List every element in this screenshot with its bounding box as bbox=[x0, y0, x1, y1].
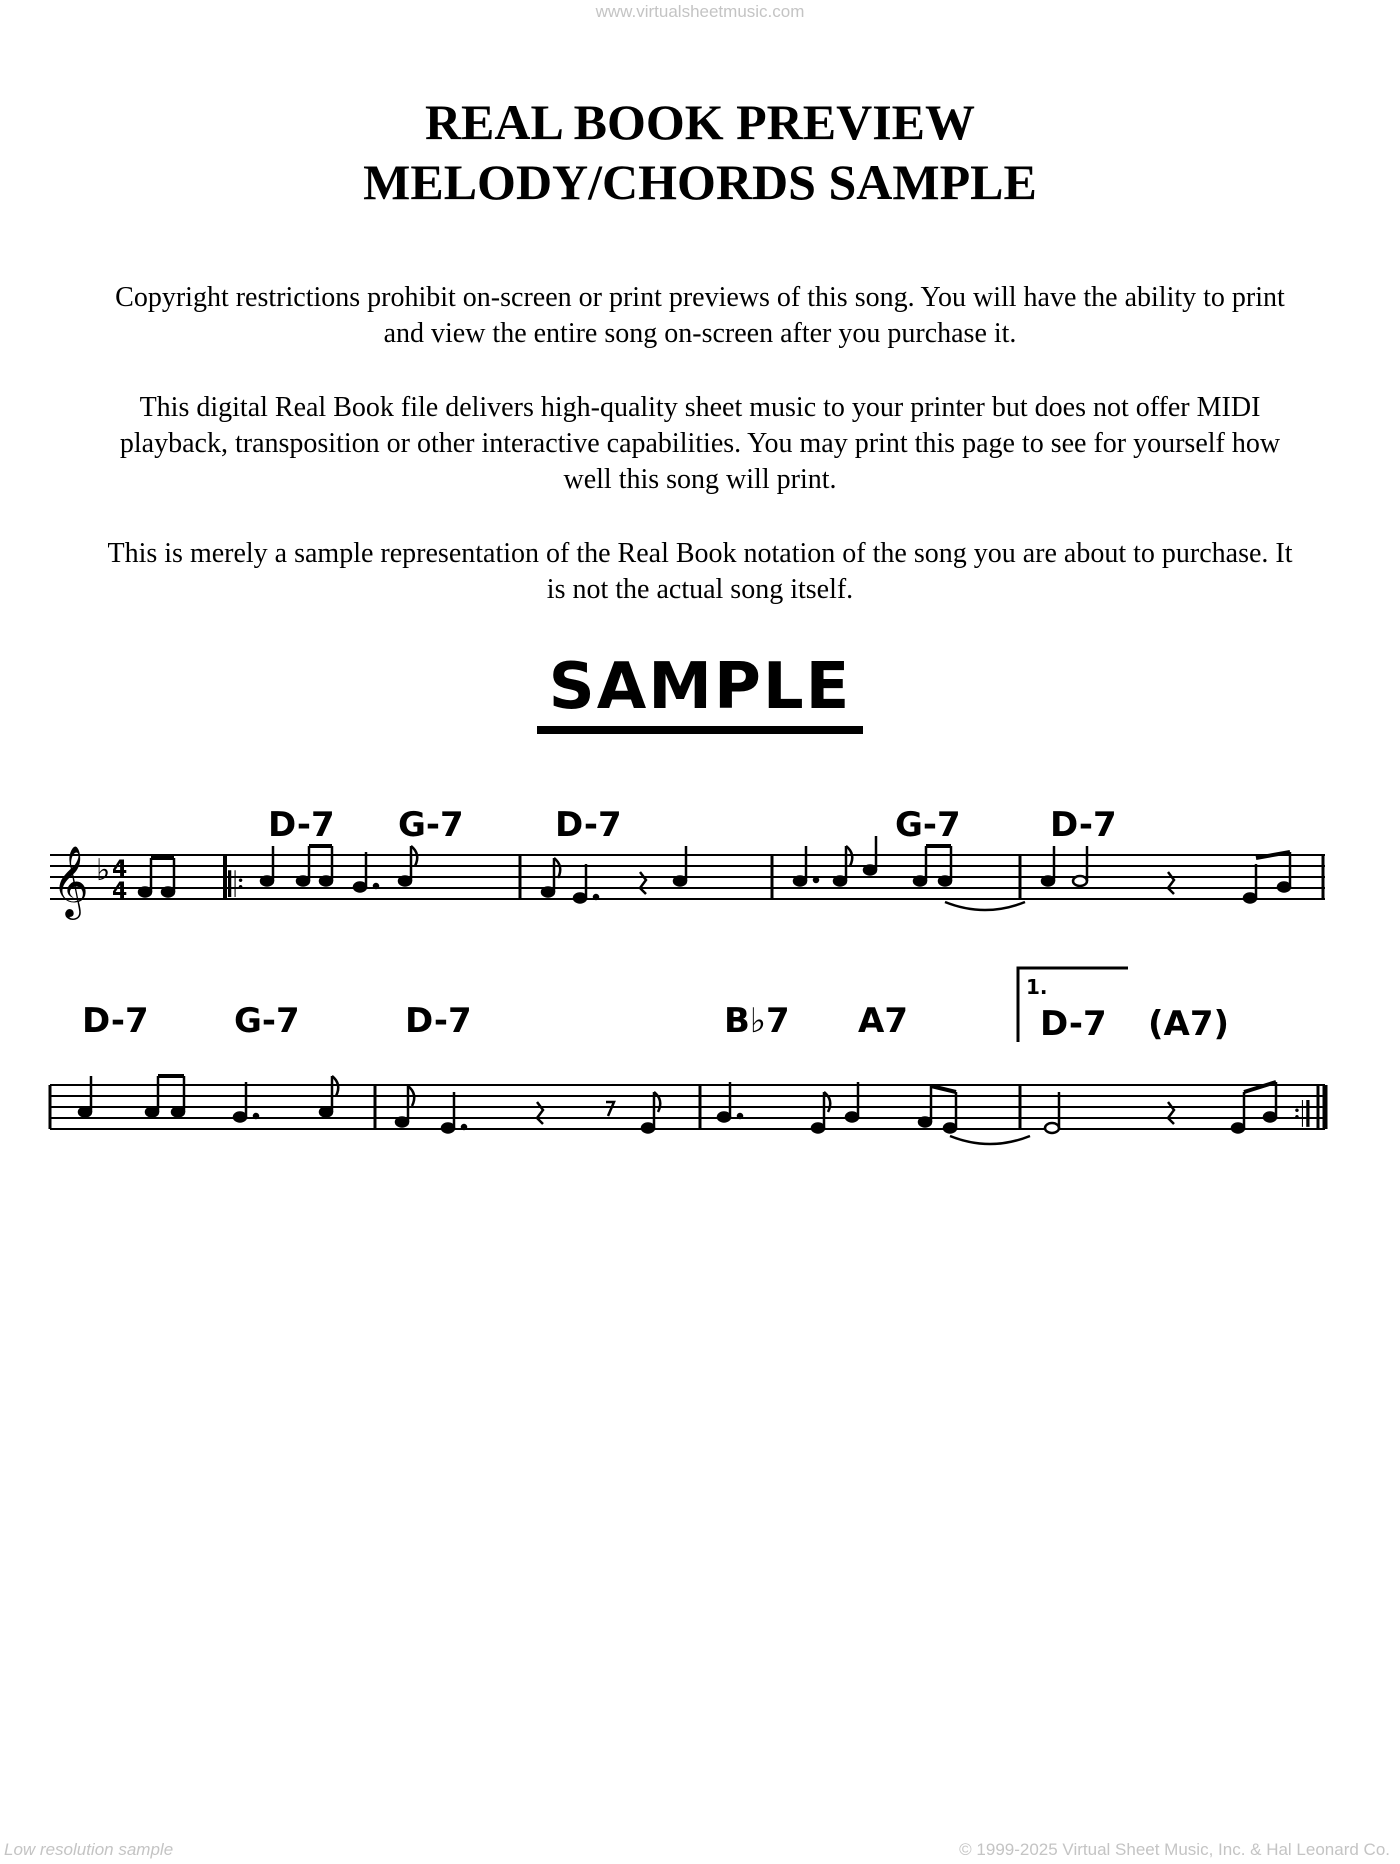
chord-symbol: G-7 bbox=[234, 1001, 300, 1041]
title-line-2: MELODY/CHORDS SAMPLE bbox=[363, 154, 1037, 210]
low-resolution-notice: Low resolution sample bbox=[4, 1840, 174, 1859]
chord-symbol: (A7) bbox=[1148, 1004, 1230, 1044]
sample-heading bbox=[0, 650, 1400, 724]
capabilities-paragraph: This digital Real Book file delivers high-quality sheet music to your printer but does not offer MIDI playback, transposition or other interactive capabilities. You may print this page to see for yourself how well this song will print. bbox=[119, 392, 1281, 495]
chord-symbol: A7 bbox=[858, 1001, 908, 1041]
sample-notice-paragraph: This is merely a sample representation of the Real Book notation of the song you are about to purchase. It is not the actual song itself. bbox=[107, 538, 1293, 605]
repeat-start-icon: 𝄆 bbox=[228, 865, 245, 905]
chord-symbol: B♭7 bbox=[724, 1001, 790, 1041]
chord-symbol: G-7 bbox=[895, 805, 961, 845]
notes-row-2 bbox=[79, 1076, 1276, 1144]
title-line-1: REAL BOOK PREVIEW bbox=[424, 94, 976, 150]
chord-symbol: D-7 bbox=[82, 1001, 149, 1041]
treble-clef-icon: 𝄞 bbox=[52, 844, 89, 917]
chord-symbol: D-7 bbox=[1050, 805, 1117, 845]
chord-symbol: G-7 bbox=[398, 805, 464, 845]
time-signature-icon: 4 bbox=[112, 879, 128, 904]
page-title bbox=[0, 92, 1400, 212]
ending-number: 1. bbox=[1026, 975, 1048, 999]
chord-symbol: D-7 bbox=[268, 805, 335, 845]
time-signature-icon: 4 bbox=[112, 857, 128, 882]
chord-symbol: D-7 bbox=[405, 1001, 472, 1041]
copyright-paragraph: Copyright restrictions prohibit on-screen or print previews of this song. You will have the ability to print and view the entire song on-screen after you purchase it. bbox=[115, 282, 1285, 349]
site-watermark: www.virtualsheetmusic.com bbox=[595, 2, 805, 21]
chord-symbol: D-7 bbox=[555, 805, 622, 845]
flat-icon: ♭ bbox=[96, 853, 111, 888]
repeat-end-icon: 𝄇 bbox=[1293, 1095, 1310, 1135]
sample-heading-text: SAMPLE bbox=[537, 650, 864, 734]
sheet-music-score bbox=[0, 780, 1400, 1180]
copyright-footer: © 1999-2025 Virtual Sheet Music, Inc. & Hal Leonard Co. bbox=[959, 1840, 1390, 1859]
chord-symbol: D-7 bbox=[1040, 1004, 1107, 1044]
